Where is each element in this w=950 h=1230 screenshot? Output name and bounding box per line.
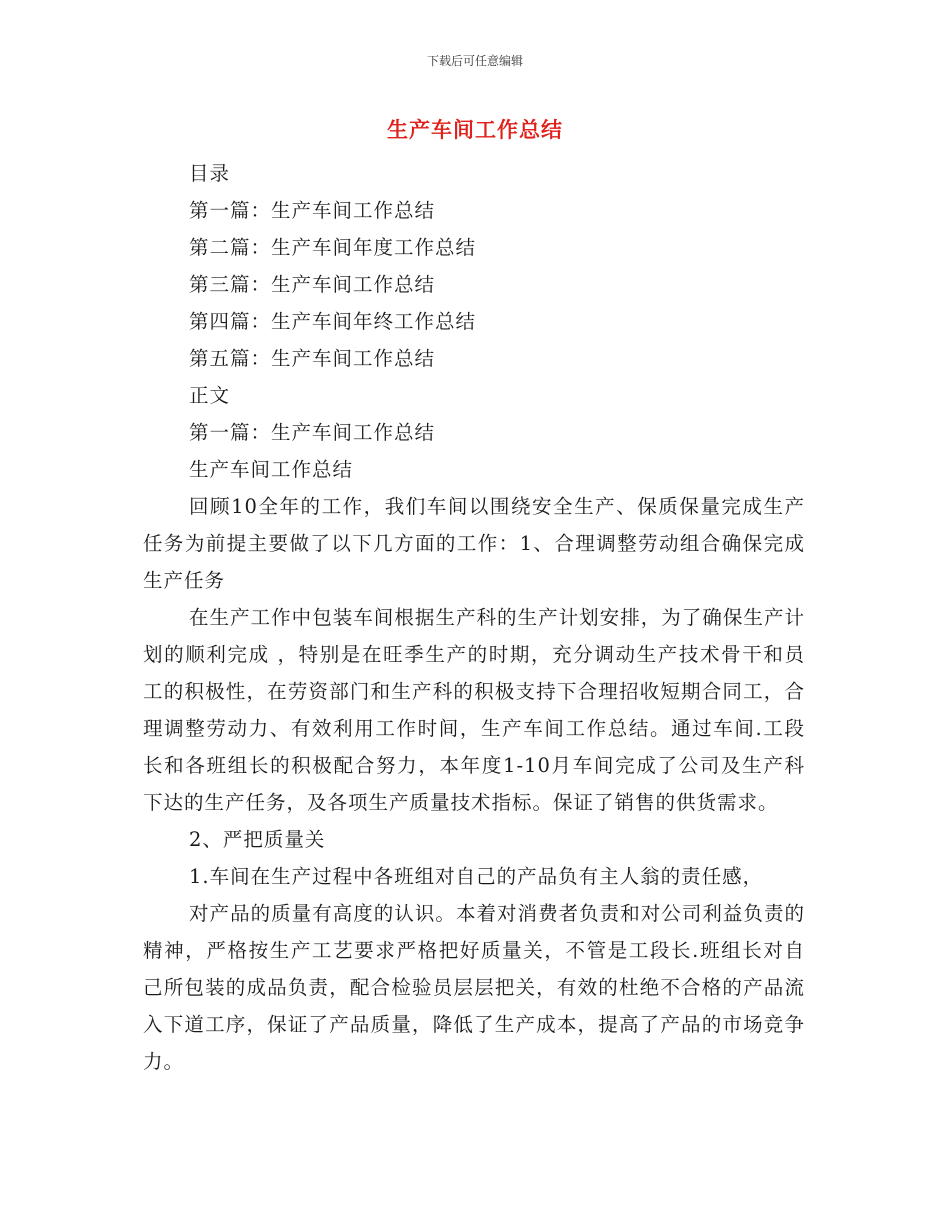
document-title: 生产车间工作总结 (387, 118, 563, 142)
page-header: 下载后可任意编辑 (426, 54, 523, 68)
paragraph-2: 在生产工作中包装车间根据生产科的生产计划安排，为了确保生产计划的顺利完成 ，特别是在旺季生产的时期，充分调动生产技术骨干和员工的积极性，在劳资部门和生产科的积极支持下合理招收短期合同工，合理调整劳动力、有效利用工作时间，生产车间工作总结。通过车间.工段长和各班组长的积极配合努力，本年度1-10月车间完成了公司及生产科下达的生产任务，及各项生产质量技术指标。保证了销售的供货需求。 (143, 606, 805, 814)
toc-item-4: 第四篇：生产车间年终工作总结 (189, 310, 477, 333)
chapter-subtitle: 生产车间工作总结 (189, 458, 354, 481)
toc-heading: 目录 (189, 162, 231, 185)
toc-item-1: 第一篇：生产车间工作总结 (189, 199, 436, 222)
paragraph-3: 对产品的质量有高度的认识。本着对消费者负责和对公司利益负责的精神，严格按生产工艺要求严格把好质量关，不管是工段长.班组长对自己所包装的成品负责，配合检验员层层把关，有效的杜绝不合格的产品流入下道工序，保证了产品质量，降低了生产成本，提高了产品的市场竞争力。 (143, 902, 805, 1073)
body-heading: 正文 (189, 384, 231, 407)
section-item-1: 1.车间在生产过程中各班组对自己的产品负有主人翁的责任感， (189, 865, 764, 888)
section-heading-quality: 2、严把质量关 (189, 828, 326, 851)
toc-item-3: 第三篇：生产车间工作总结 (189, 273, 436, 296)
chapter-title: 第一篇：生产车间工作总结 (189, 421, 436, 444)
toc-item-5: 第五篇：生产车间工作总结 (189, 347, 436, 370)
paragraph-1: 回顾10全年的工作，我们车间以围绕安全生产、保质保量完成生产任务为前提主要做了以下几方面的工作：1、合理调整劳动组合确保完成生产任务 (143, 495, 805, 592)
toc-item-2: 第二篇：生产车间年度工作总结 (189, 236, 477, 259)
document-body (143, 155, 805, 1080)
